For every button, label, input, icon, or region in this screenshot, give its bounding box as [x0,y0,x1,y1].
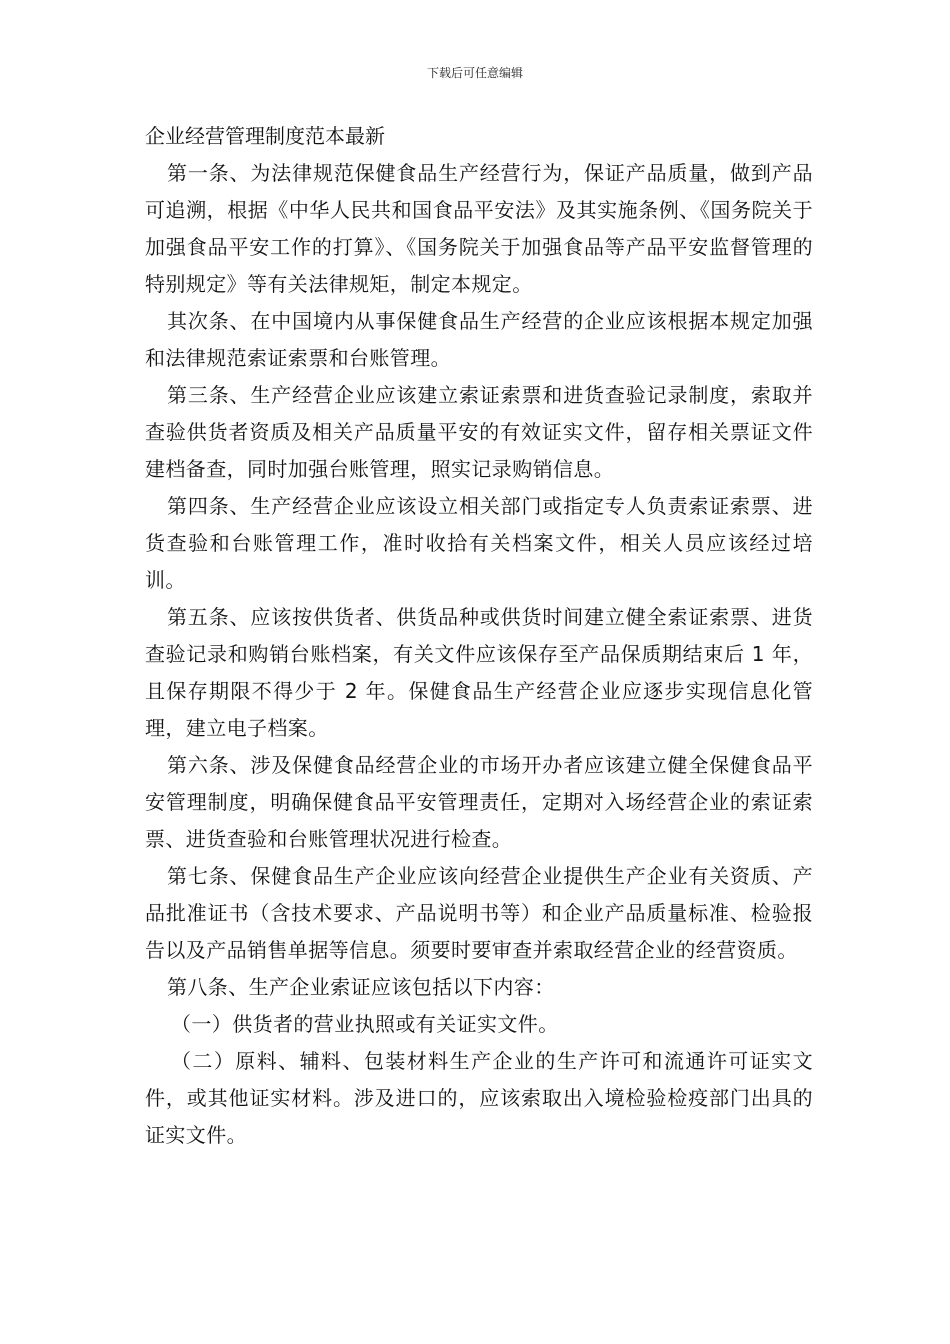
paragraph-article-1: 第一条、为法律规范保健食品生产经营行为，保证产品质量，做到产品可追溯，根据《中华人民共和国食品平安法》及其实施条例、《国务院关于加强食品平安工作的打算》、《国务院关于加强食品等产品平安监督管理的特别规定》等有关法律规矩，制定本规定。 [145,161,813,296]
paragraph-article-8: 第八条、生产企业索证应该包括以下内容： [167,975,555,999]
paragraph-article-4: 第四条、生产经营企业应该设立相关部门或指定专人负责索证索票、进货查验和台账管理工作，准时收拾有关档案文件，相关人员应该经过培训。 [145,494,813,592]
document-body [145,118,813,1154]
paragraph-article-2: 其次条、在中国境内从事保健食品生产经营的企业应该根据本规定加强和法律规范索证索票和台账管理。 [145,309,813,370]
paragraph-article-5: 第五条、应该按供货者、供货品种或供货时间建立健全索证索票、进货查验记录和购销台账档案，有关文件应该保存至产品保质期结束后 1 年，且保存期限不得少于 2 年。保健食品生产经营企业应逐步实现信息化管理，建立电子档案。 [145,605,813,740]
paragraph-item-1: （一）供货者的营业执照或有关证实文件。 [171,1012,559,1036]
paragraph-article-3: 第三条、生产经营企业应该建立索证索票和进货查验记录制度，索取并查验供货者资质及相关产品质量平安的有效证实文件，留存相关票证文件建档备查，同时加强台账管理，照实记录购销信息。 [145,383,813,481]
document-title: 企业经营管理制度范本最新 [145,124,385,148]
paragraph-article-7: 第七条、保健食品生产企业应该向经营企业提供生产企业有关资质、产品批准证书（含技术要求、产品说明书等）和企业产品质量标准、检验报告以及产品销售单据等信息。须要时要审查并索取经营企业的经营资质。 [145,864,813,962]
paragraph-article-6: 第六条、涉及保健食品经营企业的市场开办者应该建立健全保健食品平安管理制度，明确保健食品平安管理责任，定期对入场经营企业的索证索票、进货查验和台账管理状况进行检查。 [145,753,813,851]
paragraph-item-2: （二）原料、辅料、包装材料生产企业的生产许可和流通许可证实文件，或其他证实材料。涉及进口的，应该索取出入境检验检疫部门出具的证实文件。 [145,1049,813,1147]
page-header: 下载后可任意编辑 [426,66,523,80]
